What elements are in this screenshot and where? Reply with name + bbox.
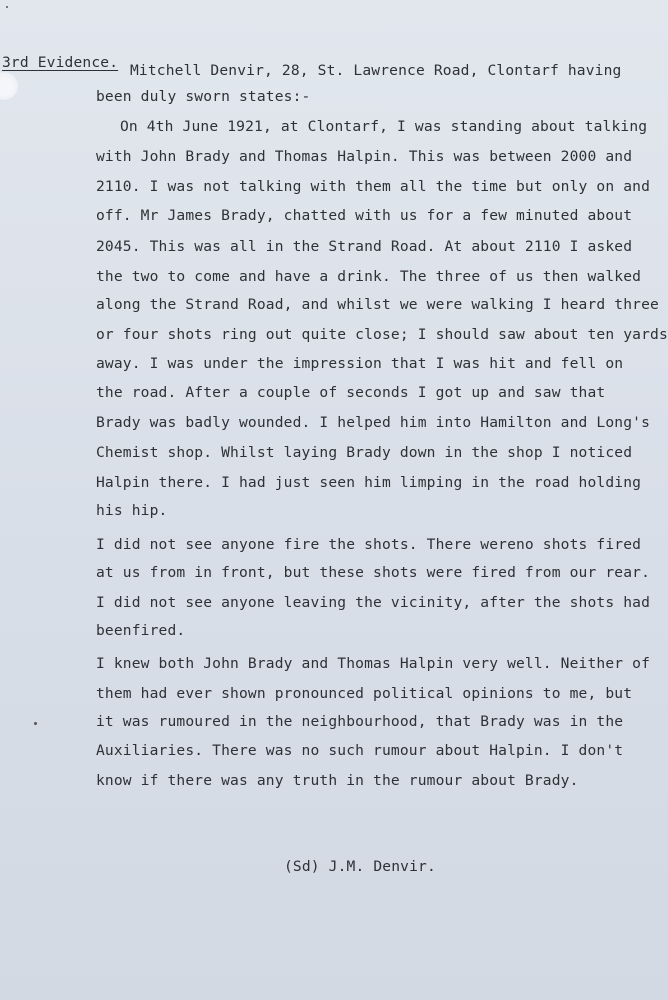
text-line: know if there was any truth in the rumour about Brady. <box>96 772 579 789</box>
text-line: Mitchell Denvir, 28, St. Lawrence Road, Clontarf having <box>130 62 622 79</box>
text-line: the two to come and have a drink. The three of us then walked <box>96 268 642 285</box>
text-line: with John Brady and Thomas Halpin. This was between 2000 and <box>96 148 633 165</box>
text-line: Chemist shop. Whilst laying Brady down in the shop I noticed <box>96 444 633 461</box>
text-line: 2110. I was not talking with them all the time but only on and <box>96 178 651 195</box>
text-line: at us from in front, but these shots were fired from our rear. <box>96 564 651 581</box>
text-line: off. Mr James Brady, chatted with us for a few minuted about <box>96 207 633 224</box>
text-line: I did not see anyone leaving the vicinity, after the shots had <box>96 594 651 611</box>
text-line: them had ever shown pronounced political opinions to me, but <box>96 685 633 702</box>
ink-speck <box>6 6 8 8</box>
text-line: it was rumoured in the neighbourhood, that Brady was in the <box>96 713 624 730</box>
punch-hole <box>0 72 18 100</box>
text-line: been duly sworn states:- <box>96 88 311 105</box>
ink-speck <box>34 722 37 725</box>
evidence-heading: 3rd Evidence. <box>2 54 119 71</box>
text-line: Halpin there. I had just seen him limping in the road holding <box>96 474 642 491</box>
text-line: away. I was under the impression that I was hit and fell on <box>96 355 624 372</box>
text-line: I knew both John Brady and Thomas Halpin very well. Neither of <box>96 655 651 672</box>
text-line: beenfired. <box>96 622 186 639</box>
text-line: the road. After a couple of seconds I got up and saw that <box>96 384 606 401</box>
text-line: or four shots ring out quite close; I should saw about ten yards <box>96 326 668 343</box>
text-line: his hip. <box>96 502 168 519</box>
text-line: On 4th June 1921, at Clontarf, I was standing about talking <box>120 118 648 135</box>
text-line: I did not see anyone fire the shots. There wereno shots fired <box>96 536 642 553</box>
text-line: Brady was badly wounded. I helped him into Hamilton and Long's <box>96 414 651 431</box>
text-line: along the Strand Road, and whilst we were walking I heard three <box>96 296 659 313</box>
signature: (Sd) J.M. Denvir. <box>284 858 436 875</box>
text-line: Auxiliaries. There was no such rumour about Halpin. I don't <box>96 742 624 759</box>
text-line: 2045. This was all in the Strand Road. At about 2110 I asked <box>96 238 633 255</box>
